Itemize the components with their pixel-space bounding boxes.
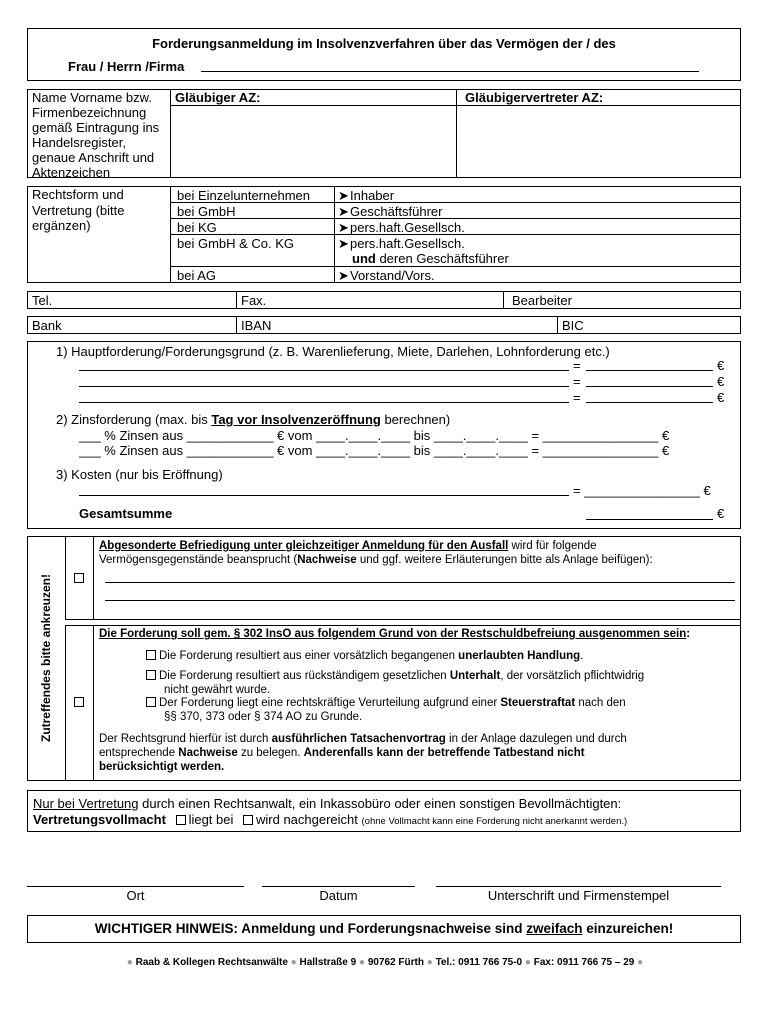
footer-sep-icon: ● — [637, 957, 644, 968]
rep-row-5 — [338, 268, 435, 283]
notice-post: einzureichen! — [582, 921, 674, 936]
claim-1-amount-3[interactable] — [586, 402, 713, 403]
creditor-az-cell[interactable] — [170, 89, 457, 178]
vollmacht-nachgereicht-checkbox[interactable] — [243, 815, 253, 825]
opt2-pre: Die Forderung resultiert aus rückständigem gesetzlichen — [159, 670, 450, 682]
claim-2-pre: 2) Zinsforderung (max. bis — [56, 412, 212, 427]
rep-az-label: Gläubigervertreter AZ: — [465, 90, 604, 105]
total-amount-line[interactable] — [586, 519, 713, 520]
rep-label: Inhaber — [350, 188, 395, 203]
checkbox[interactable] — [146, 650, 156, 660]
claim-2-bold: Tag vor Insolvenzeröffnung — [211, 412, 381, 427]
footer-sep-icon: ● — [426, 957, 433, 968]
option-a-text2-post: und ggf. weitere Erläuterungen bitte als Anlage beifügen): — [356, 554, 653, 566]
equals-sign: = — [573, 390, 581, 405]
footer-tel: Tel.: 0911 766 75-0 — [435, 957, 523, 968]
option-a-line-1 — [99, 539, 597, 554]
vollmacht-opt2: wird nachgereicht — [256, 812, 358, 827]
note1-post: in der Anlage dazulegen und durch — [445, 733, 627, 745]
representation-line-1 — [33, 796, 621, 811]
rep-row-1 — [338, 188, 394, 203]
footer-fax: Fax: 0911 766 75 – 29 — [533, 957, 635, 968]
currency-sign: € — [717, 390, 725, 405]
footer-sep-icon: ● — [290, 957, 297, 968]
subject-input-line[interactable] — [201, 71, 699, 72]
option-a-col-divider — [93, 536, 94, 620]
datum-line[interactable] — [262, 886, 415, 887]
bank-cell[interactable] — [27, 316, 237, 334]
claim-1-line-1[interactable] — [79, 370, 569, 371]
claim-2-post: berechnen) — [380, 412, 451, 427]
interest-line-2[interactable]: ___ % Zinsen aus ____________ € vom ____.____.____ bis ____.____.____ = ________________ € — [79, 443, 670, 458]
opt2-bold: Unterhalt — [449, 670, 501, 682]
currency-sign: € — [717, 358, 725, 373]
currency-sign: € — [717, 374, 725, 389]
bic-cell[interactable] — [557, 316, 741, 334]
footer-sep-icon: ● — [358, 957, 366, 968]
opt2-post: , der vorsätzlich pflichtwidrig — [500, 670, 645, 682]
footer-street: Hallstraße 9 — [299, 957, 357, 968]
option-b-note-2 — [99, 746, 585, 761]
bic-label: BIC — [562, 318, 584, 333]
option-b-opt-2-line2: nicht gewährt wurde. — [164, 684, 271, 696]
note2-bold1: Nachweise — [178, 747, 238, 759]
rep-row-4 — [338, 236, 465, 251]
vollmacht-liegt-bei-checkbox[interactable] — [176, 815, 186, 825]
iban-label: IBAN — [241, 318, 272, 333]
legal-form-row-4: bei GmbH & Co. KG — [177, 236, 295, 251]
tel-label: Tel. — [32, 293, 53, 308]
rep-extra: deren Geschäftsführer — [379, 251, 509, 266]
note1-pre: Der Rechtsgrund hierfür ist durch — [99, 733, 272, 745]
legal-form-label-cell — [27, 186, 171, 283]
claim-1-heading: 1) Hauptforderung/Forderungsgrund (z. B. Warenlieferung, Miete, Darlehen, Lohnforderung etc.) — [56, 344, 610, 359]
vollmacht-opt1: liegt bei — [188, 812, 234, 827]
option-b-note-3: berücksichtigt werden. — [99, 761, 225, 773]
representation-line-2 — [33, 812, 627, 829]
option-b-colon: : — [686, 628, 691, 640]
footer-sep-icon: ● — [126, 957, 133, 968]
creditor-name-label: Name Vorname bzw. Firmenbezeichnung gemäß Eintragung ins Handelsregister, genaue Anschrift und Aktenzeichen — [32, 90, 160, 180]
note2-mid: zu belegen. — [237, 747, 304, 759]
option-b-opt-1 — [146, 649, 583, 664]
rep-label: pers.haft.Gesellsch. — [350, 236, 465, 251]
ort-label: Ort — [126, 888, 145, 903]
representation-u: Nur bei Vertretung — [33, 796, 139, 811]
opt1-bold: unerlaubten Handlung — [458, 650, 581, 662]
option-b-opt-3 — [146, 696, 626, 711]
option-b-col-divider — [93, 625, 94, 781]
row-divider — [170, 218, 741, 219]
arrow-icon: ➤ — [338, 236, 349, 251]
note2-bold2: Anderenfalls kann der betreffende Tatbestand nicht — [303, 747, 585, 759]
interest-line-1[interactable]: ___ % Zinsen aus ____________ € vom ____.____.____ bis ____.____.____ = ________________ € — [79, 428, 670, 443]
total-label: Gesamtsumme — [79, 506, 173, 521]
header-box — [27, 28, 741, 81]
currency-sign: € — [717, 506, 725, 521]
footer-sep-icon: ● — [524, 957, 531, 968]
option-a-title: Abgesonderte Befriedigung unter gleichzeitiger Anmeldung für den Ausfall — [99, 540, 509, 552]
legal-form-label: Rechtsform und Vertretung (bitte ergänzen) — [32, 187, 125, 233]
claim-1-amount-2[interactable] — [586, 386, 713, 387]
bearbeiter-label: Bearbeiter — [512, 293, 572, 308]
checkbox[interactable] — [146, 670, 156, 680]
bank-label: Bank — [32, 318, 62, 333]
rep-row-3 — [338, 220, 465, 235]
opt3-post: nach den — [575, 697, 626, 709]
rep-label: Vorstand/Vors. — [350, 268, 435, 283]
side-label: Zutreffendes bitte ankreuzen! — [39, 573, 53, 743]
footer-city: 90762 Fürth — [367, 957, 424, 968]
claim-1-line-2[interactable] — [79, 386, 569, 387]
arrow-icon: ➤ — [338, 268, 349, 283]
claim-1-amount-1[interactable] — [586, 370, 713, 371]
option-b-note-1 — [99, 732, 627, 747]
rep-label: pers.haft.Gesellsch. — [350, 220, 465, 235]
option-b-opt-3-line2: §§ 370, 373 oder § 374 AO zu Grunde. — [164, 711, 363, 723]
iban-cell[interactable] — [236, 316, 558, 334]
rep-az-cell[interactable] — [456, 89, 741, 178]
opt1-post: . — [580, 650, 584, 662]
page-title: Forderungsanmeldung im Insolvenzverfahren über das Vermögen der / des — [152, 36, 616, 51]
side-label-wrap — [27, 536, 65, 781]
legal-form-row-3: bei KG — [177, 220, 217, 235]
creditor-az-label: Gläubiger AZ: — [175, 90, 261, 105]
notice-pre: WICHTIGER HINWEIS: Anmeldung und Forderungsnachweise sind — [94, 921, 527, 936]
option-a-text2-pre: Vermögensgegenstände beansprucht ( — [99, 554, 298, 566]
legal-form-row-5: bei AG — [177, 268, 217, 283]
notice-text — [27, 921, 741, 936]
claim-3-line[interactable] — [79, 495, 569, 496]
tel-cell[interactable] — [27, 291, 237, 309]
note1-bold: ausführlichen Tatsachenvortrag — [271, 733, 446, 745]
rep-label: Geschäftsführer — [350, 204, 443, 219]
fax-cell[interactable] — [236, 291, 504, 309]
claim-3-heading: 3) Kosten (nur bis Eröffnung) — [56, 467, 223, 482]
signature-label: Unterschrift und Firmenstempel — [487, 888, 670, 903]
opt3-bold: Steuerstraftat — [500, 697, 576, 709]
option-b-title: Die Forderung soll gem. § 302 InsO aus folgendem Grund von der Restschuldbefreiung ausgenommen sein — [99, 628, 687, 640]
representation-rest: durch einen Rechtsanwalt, ein Inkassobüro oder einen sonstigen Bevollmächtigten: — [138, 796, 622, 811]
vollmacht-note: (ohne Vollmacht kann eine Forderung nicht anerkannt werden.) — [361, 816, 628, 827]
note2-pre: entsprechende — [99, 747, 179, 759]
rep-extra-bold: und — [352, 251, 376, 266]
ort-line[interactable] — [27, 886, 244, 887]
option-a-text2-bold: Nachweise — [297, 554, 357, 566]
arrow-icon: ➤ — [338, 188, 349, 203]
creditor-header-divider — [170, 105, 741, 106]
subject-label: Frau / Herrn /Firma — [68, 59, 185, 74]
datum-label: Datum — [319, 888, 358, 903]
signature-line[interactable] — [436, 886, 721, 887]
option-a-checkbox[interactable] — [74, 573, 84, 583]
opt1-pre: Die Forderung resultiert aus einer vorsätzlich begangenen — [159, 650, 459, 662]
legal-form-row-1: bei Einzelunternehmen — [177, 188, 310, 203]
option-a-text1: wird für folgende — [508, 540, 597, 552]
option-a-line-2 — [99, 553, 653, 568]
equals-sign: = — [573, 358, 581, 373]
claim-1-line-3[interactable] — [79, 402, 569, 403]
footer-firm: Raab & Kollegen Rechtsanwälte — [135, 957, 288, 968]
opt3-pre: Der Forderung liegt eine rechtskräftige Verurteilung aufgrund einer — [159, 697, 501, 709]
arrow-icon: ➤ — [338, 204, 349, 219]
option-b-opt-2 — [146, 669, 644, 684]
fax-label: Fax. — [241, 293, 267, 308]
option-a-input-1[interactable] — [105, 582, 735, 583]
equals-sign: = — [573, 374, 581, 389]
creditor-name-cell — [27, 89, 171, 178]
legal-form-row-2: bei GmbH — [177, 204, 236, 219]
notice-u: zweifach — [526, 921, 583, 936]
bearbeiter-cell[interactable] — [503, 291, 741, 309]
claim-3-sum[interactable]: = ________________ € — [573, 483, 711, 498]
option-b-checkbox[interactable] — [74, 697, 84, 707]
rep-row-2 — [338, 204, 443, 219]
claim-2-heading — [56, 412, 450, 427]
row-divider — [170, 266, 741, 267]
rep-row-4b — [352, 251, 509, 266]
arrow-icon: ➤ — [338, 220, 349, 235]
option-a-input-2[interactable] — [105, 600, 735, 601]
option-b-title-line — [99, 627, 690, 642]
footer — [0, 955, 770, 970]
checkbox[interactable] — [146, 697, 156, 707]
representation-label: Vertretungsvollmacht — [33, 812, 166, 827]
